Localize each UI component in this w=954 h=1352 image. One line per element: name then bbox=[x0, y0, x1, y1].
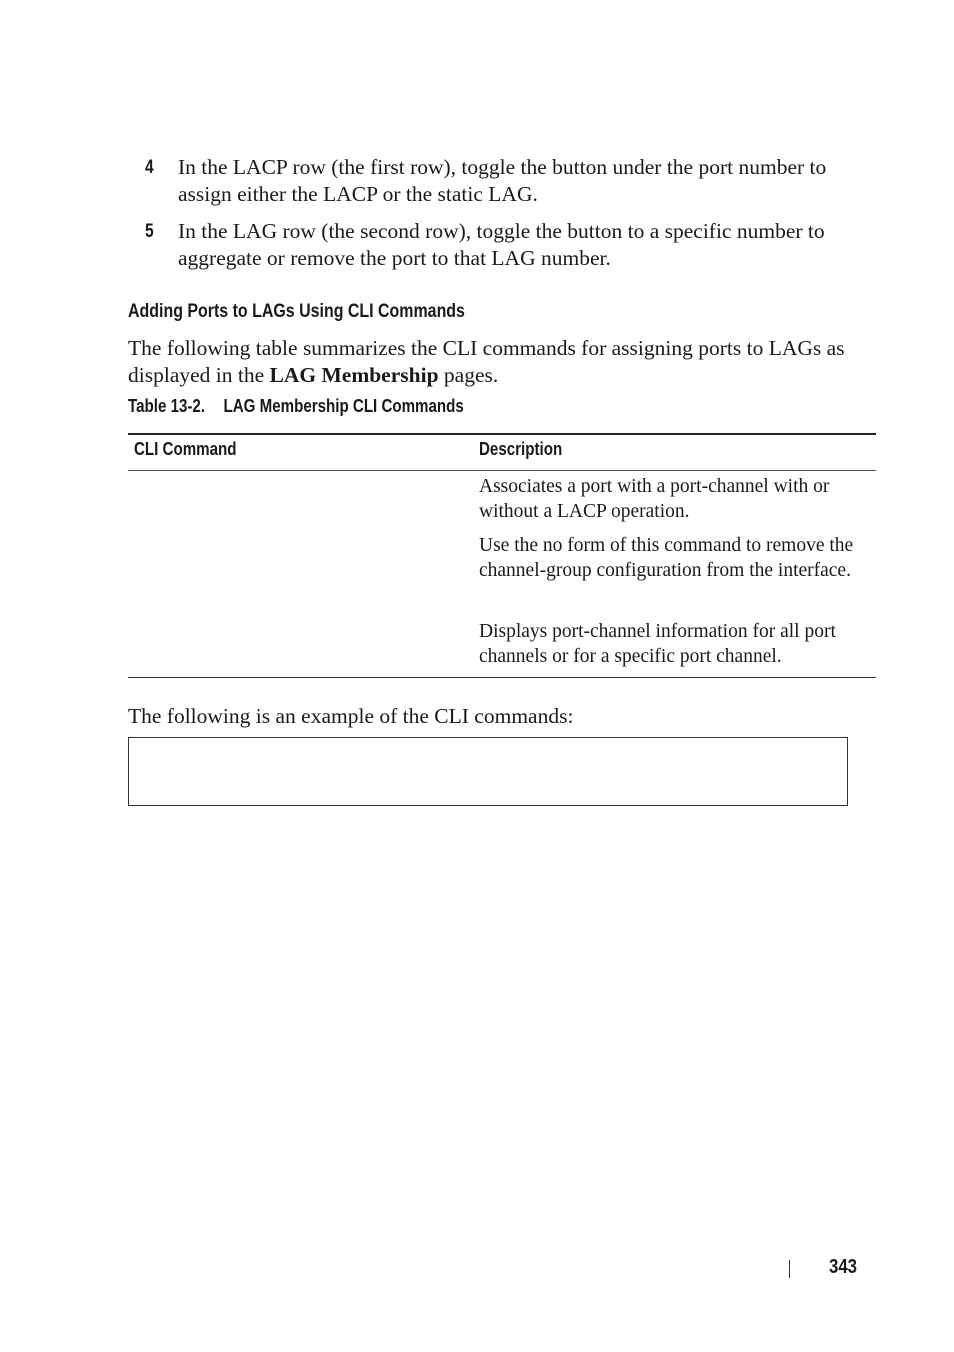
table-caption-title: LAG Membership CLI Commands bbox=[223, 396, 464, 416]
page-number: 343 bbox=[829, 1256, 858, 1278]
table-bottom-rule bbox=[128, 677, 876, 678]
step-number: 4 bbox=[145, 157, 154, 178]
section-heading: Adding Ports to LAGs Using CLI Commands bbox=[128, 301, 465, 322]
table-header-rule bbox=[128, 470, 876, 471]
table-caption bbox=[128, 394, 464, 418]
table-description-cell: Associates a port with a port-channel with or without a LACP operation. bbox=[479, 476, 830, 522]
intro-paragraph bbox=[128, 335, 858, 389]
code-example-box bbox=[128, 737, 848, 806]
step-text: In the LAG row (the second row), toggle the button to a specific number to aggregate or remove the port to that LAG number. bbox=[178, 219, 825, 270]
intro-text-before: The following table summarizes the CLI commands for assigning ports to LAGs as displayed in the bbox=[128, 336, 845, 387]
table-description-cell: Displays port-channel information for all port channels or for a specific port channel. bbox=[479, 621, 836, 667]
step-number: 5 bbox=[145, 221, 154, 242]
table-caption-number: Table 13-2. bbox=[128, 396, 206, 416]
step-text: In the LACP row (the first row), toggle the button under the port number to assign either the LACP or the static LAG. bbox=[178, 155, 827, 206]
intro-bold-term: LAG Membership bbox=[269, 363, 439, 387]
example-intro: The following is an example of the CLI commands: bbox=[128, 704, 574, 728]
intro-text-after: pages. bbox=[438, 363, 499, 387]
table-top-rule bbox=[128, 433, 876, 435]
table-description-cell: Use the no form of this command to remove the channel-group configuration from the interface. bbox=[479, 535, 854, 581]
table-header-cli-command: CLI Command bbox=[134, 439, 237, 459]
table-header-description: Description bbox=[479, 439, 563, 459]
folio-divider bbox=[789, 1260, 790, 1278]
